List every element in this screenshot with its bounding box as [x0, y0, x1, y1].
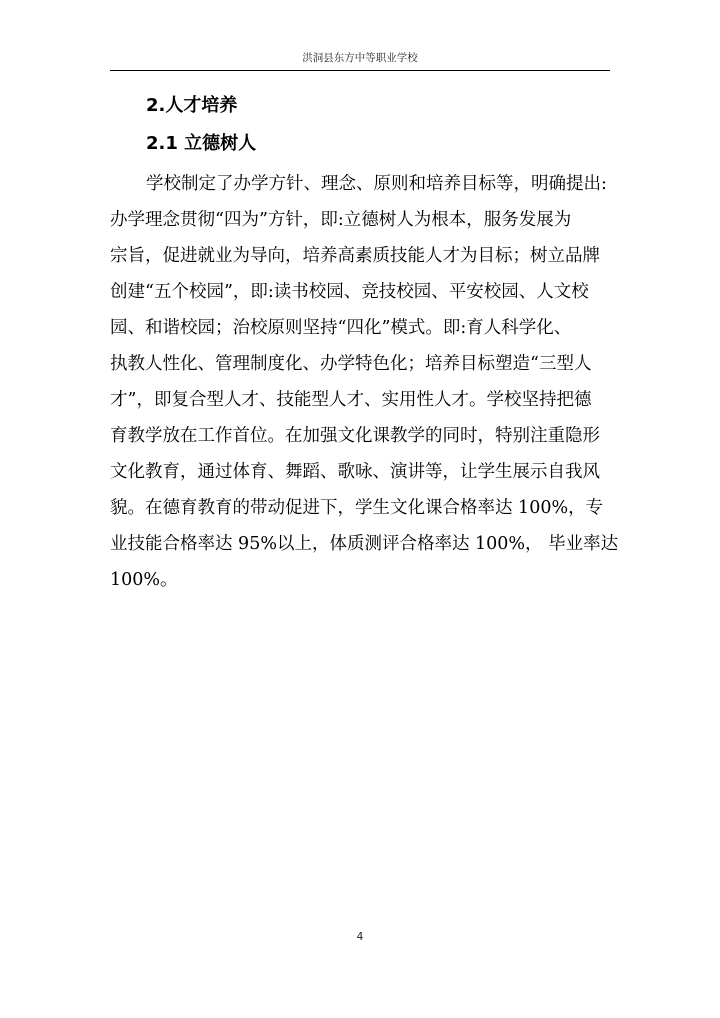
- header-rule: [110, 70, 610, 71]
- paragraph-line: 执教人性化、管理制度化、办学特色化；培养目标塑造“三型人: [110, 354, 592, 374]
- paragraph-line: 育教学放在工作首位。在加强文化课教学的同时，特别注重隐形: [110, 426, 600, 446]
- page-number: 4: [356, 931, 364, 943]
- paragraph-line: 创建“五个校园”，即:读书校园、竞技校园、平安校园、人文校: [110, 282, 589, 302]
- paragraph-line: 宗旨，促进就业为导向，培养高素质技能人才为目标；树立品牌: [110, 246, 600, 266]
- paragraph-line: 文化教育，通过体育、舞蹈、歌咏、演讲等，让学生展示自我风: [110, 462, 600, 482]
- paragraph-line: 才”，即复合型人才、技能型人才、实用性人才。学校坚持把德: [110, 390, 592, 410]
- section-subheading: 2.1 立德树人: [146, 133, 257, 154]
- paragraph-line: 园、和谐校园；治校原则坚持“四化”模式。即:育人科学化、: [110, 318, 572, 338]
- paragraph-line: 貌。在德育教育的带动促进下，学生文化课合格率达 100%，专: [110, 498, 604, 518]
- paragraph-line: 100%。: [110, 570, 178, 590]
- paragraph-line: 业技能合格率达 95%以上，体质测评合格率达 100%， 毕业率达: [110, 534, 619, 554]
- page-header-title: 洪洞县东方中等职业学校: [302, 52, 418, 64]
- section-heading: 2.人才培养: [146, 95, 238, 116]
- paragraph-line: 学校制定了办学方针、理念、原则和培养目标等，明确提出:: [146, 174, 607, 194]
- paragraph-line: 办学理念贯彻“四为”方针，即:立德树人为根本，服务发展为: [110, 210, 572, 230]
